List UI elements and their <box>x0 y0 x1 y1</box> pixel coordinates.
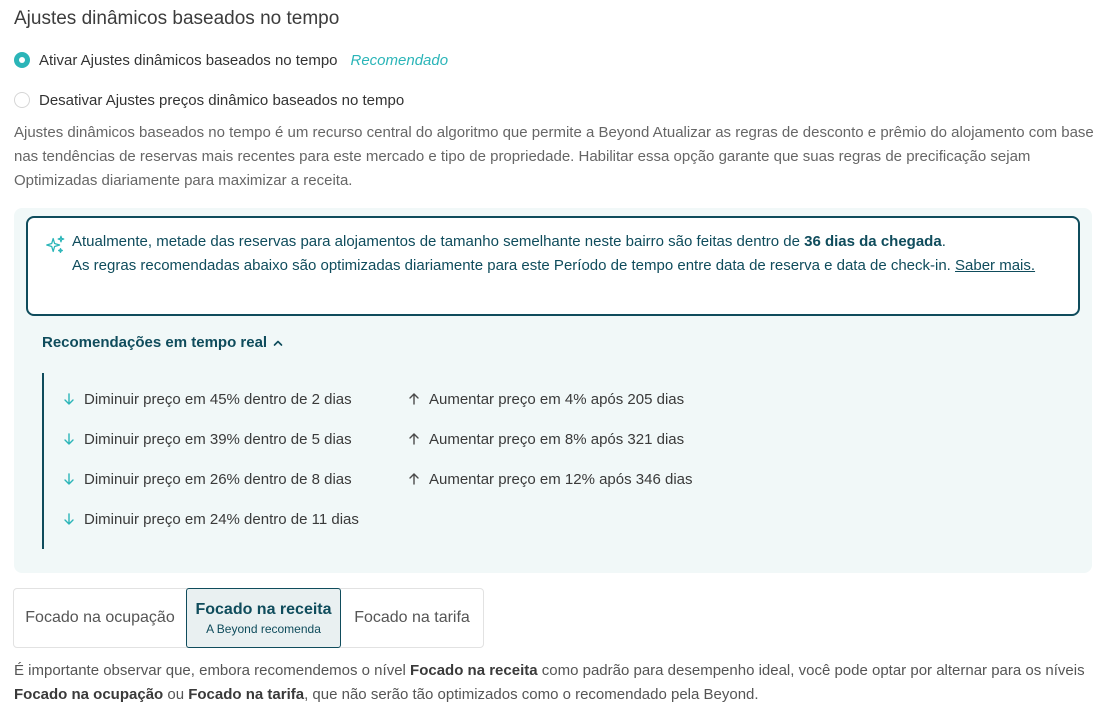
footer-text-1: É importante observar que, embora recomendemos o nível <box>14 662 411 679</box>
decrease-rules <box>62 389 359 549</box>
info-line1-suffix: . <box>941 233 946 250</box>
learn-more-link[interactable]: Saber mais. <box>955 257 1036 274</box>
decrease-rule <box>62 499 359 539</box>
recommended-tag: Recomendado <box>350 51 449 69</box>
increase-rule-text: Aumentar preço em 12% após 346 dias <box>429 470 693 488</box>
feature-description: Ajustes dinâmicos baseados no tempo é um recurso central do algoritmo que permite a Beyond Atualizar as regras de desconto e prêmio do alojamento com base nas tendências de reservas mais recentes para este mercado e tipo de propriedade. Habilitar essa opção garante que suas regras de precificação sejam Optimizadas diariamente para maximizar a receita. <box>14 124 1094 189</box>
disable-radio[interactable] <box>14 92 30 108</box>
arrow-down-icon <box>62 472 76 486</box>
tab-revenue-label: Focado na receita <box>195 600 332 618</box>
increase-rule <box>407 419 693 459</box>
arrow-down-icon <box>62 392 76 406</box>
info-text <box>72 230 1062 278</box>
decrease-rule-text: Diminuir preço em 39% dentro de 5 dias <box>84 430 352 448</box>
enable-radio[interactable] <box>14 52 30 68</box>
recommendations-panel <box>14 208 1092 573</box>
decrease-rule <box>62 379 359 419</box>
arrow-up-icon <box>407 392 421 406</box>
tab-revenue-focused[interactable] <box>186 588 341 648</box>
tab-occupancy-label: Focado na ocupação <box>25 609 175 626</box>
decrease-rule-text: Diminuir preço em 45% dentro de 2 dias <box>84 390 352 408</box>
section-title: Ajustes dinâmicos baseados no tempo <box>14 8 340 29</box>
realtime-recommendations-toggle[interactable] <box>42 334 284 351</box>
info-line2: As regras recomendadas abaixo são optimizadas diariamente para este Período de tempo entre data de reserva e data de check-in. <box>72 257 956 274</box>
increase-rules <box>407 389 693 509</box>
info-line1-prefix: Atualmente, metade das reservas para alojamentos de tamanho semelhante neste bairro são feitas dentro de <box>72 233 805 250</box>
recommendations-list <box>42 373 693 549</box>
decrease-rule <box>62 459 359 499</box>
increase-rule-text: Aumentar preço em 4% após 205 dias <box>429 390 685 408</box>
arrow-up-icon <box>407 432 421 446</box>
footer-text-4: , que não serão tão optimizados como o recomendado pela Beyond. <box>304 686 759 703</box>
enable-option[interactable] <box>14 48 448 72</box>
info-line1-highlight: 36 dias da chegada <box>804 233 942 250</box>
realtime-toggle-label: Recomendações em tempo real <box>42 334 268 351</box>
strategy-tabs <box>13 588 484 648</box>
enable-label: Ativar Ajustes dinâmicos baseados no tempo <box>39 51 338 69</box>
tab-occupancy-focused[interactable] <box>14 589 186 647</box>
tab-rate-label: Focado na tarifa <box>354 609 470 626</box>
decrease-rule-text: Diminuir preço em 26% dentro de 8 dias <box>84 470 352 488</box>
footer-note <box>14 659 1094 707</box>
increase-rule <box>407 459 693 499</box>
tab-revenue-sublabel: A Beyond recomenda <box>206 621 321 636</box>
increase-rule-text: Aumentar preço em 8% após 321 dias <box>429 430 685 448</box>
disable-label: Desativar Ajustes preços dinâmico baseados no tempo <box>39 91 405 109</box>
chevron-up-icon <box>272 337 284 349</box>
arrow-up-icon <box>407 472 421 486</box>
sparkles-icon <box>44 234 66 256</box>
footer-text-2: como padrão para desempenho ideal, você pode optar por alternar para os níveis <box>537 662 1085 679</box>
decrease-rule <box>62 419 359 459</box>
decrease-rule-text: Diminuir preço em 24% dentro de 11 dias <box>84 510 359 528</box>
footer-text-3: ou <box>163 686 189 703</box>
footer-bold-3: Focado na tarifa <box>188 686 305 703</box>
footer-bold-1: Focado na receita <box>410 662 538 679</box>
disable-option[interactable] <box>14 88 404 112</box>
increase-rule <box>407 379 693 419</box>
info-box <box>26 216 1080 316</box>
footer-bold-2: Focado na ocupação <box>14 686 164 703</box>
arrow-down-icon <box>62 432 76 446</box>
arrow-down-icon <box>62 512 76 526</box>
tab-rate-focused[interactable] <box>341 589 483 647</box>
